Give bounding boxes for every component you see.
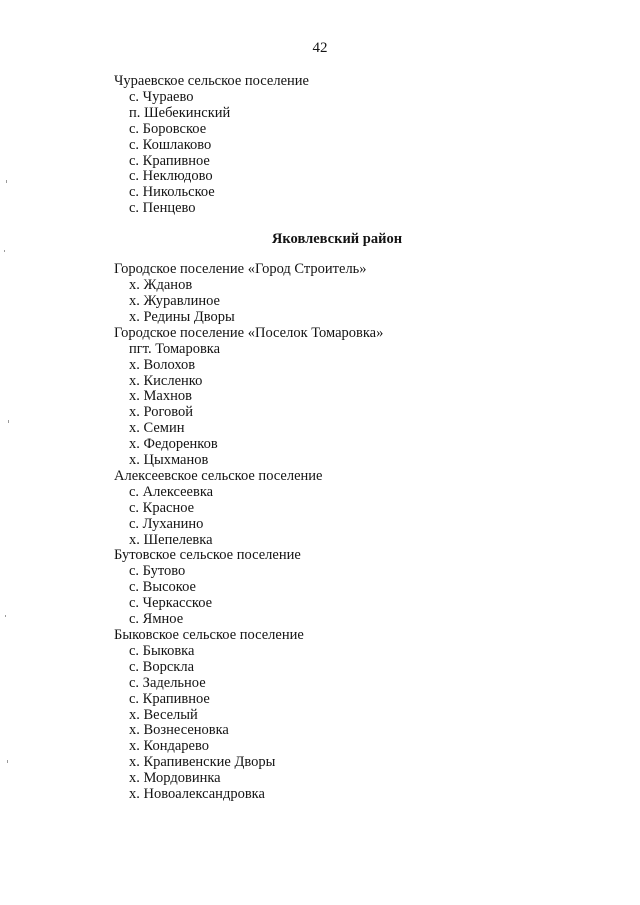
locality-item: х. Кисленко <box>129 372 203 389</box>
locality-item: пгт. Томаровка <box>129 340 221 357</box>
settlement-title: Городское поселение «Поселок Томаровка» <box>114 324 384 341</box>
district-title: Яковлевский район <box>271 231 403 248</box>
locality-item: с. Пенцево <box>129 200 196 217</box>
locality-item: с. Неклюдово <box>129 168 213 185</box>
locality-item: с. Крапивное <box>129 690 210 707</box>
locality-item: с. Бутово <box>129 563 186 580</box>
locality-item: х. Кондарево <box>129 738 209 755</box>
scan-edge-mark <box>6 180 7 183</box>
scan-edge-mark <box>4 250 5 252</box>
locality-item: с. Никольское <box>129 184 215 201</box>
locality-item: х. Мордовинка <box>129 770 221 787</box>
scan-edge-mark <box>7 760 8 763</box>
settlement-title: Чураевское сельское поселение <box>114 73 309 89</box>
locality-item: с. Задельное <box>129 674 206 691</box>
settlement-title: Алексеевское сельское поселение <box>114 467 323 484</box>
locality-item: х. Новоалександровка <box>129 786 265 803</box>
locality-item: х. Крапивенские Дворы <box>129 754 276 771</box>
locality-item: х. Журавлиное <box>129 292 220 309</box>
locality-item: х. Волохов <box>129 356 196 373</box>
settlement-title: Городское поселение «Город Строитель» <box>114 261 367 278</box>
settlement-title: Быковское сельское поселение <box>114 627 304 643</box>
settlement-section <box>0 74 640 217</box>
locality-item: с. Крапивное <box>129 152 210 169</box>
page-number: 42 <box>312 40 328 56</box>
scan-edge-mark <box>8 420 9 423</box>
locality-item: с. Алексеевка <box>129 483 214 500</box>
district-settlement-list <box>0 262 640 803</box>
settlement-section <box>0 548 640 628</box>
locality-item: с. Луханино <box>129 515 204 532</box>
locality-item: с. Быковка <box>129 642 195 659</box>
locality-item: х. Цыхманов <box>129 452 209 469</box>
locality-item: х. Редины Дворы <box>129 308 235 325</box>
settlement-section <box>0 326 640 469</box>
locality-item: с. Красное <box>129 499 195 516</box>
locality-item: х. Шепелевка <box>129 531 213 548</box>
locality-item: х. Вознесеновка <box>129 722 229 739</box>
locality-item: с. Чураево <box>129 88 194 105</box>
page-content <box>0 74 640 803</box>
top-settlement-list <box>0 74 640 217</box>
locality-item: с. Высокое <box>129 579 196 596</box>
locality-item: х. Семин <box>129 420 185 437</box>
locality-item: х. Роговой <box>129 404 194 421</box>
settlement-section <box>0 469 640 549</box>
locality-item: х. Жданов <box>129 277 193 294</box>
locality-item: с. Боровское <box>129 120 207 137</box>
locality-item: с. Черкасское <box>129 595 213 612</box>
scan-edge-mark <box>5 615 6 617</box>
settlement-title: Бутовское сельское поселение <box>114 547 301 564</box>
locality-item: х. Федоренков <box>129 436 218 453</box>
settlement-section <box>0 628 640 803</box>
locality-item: х. Махнов <box>129 388 192 405</box>
settlement-section <box>0 262 640 326</box>
locality-item: с. Ямное <box>129 611 184 628</box>
locality-item: с. Ворскла <box>129 658 195 675</box>
locality-item: х. Веселый <box>129 706 198 723</box>
locality-item: п. Шебекинский <box>129 104 231 121</box>
locality-item: с. Кошлаково <box>129 136 212 153</box>
